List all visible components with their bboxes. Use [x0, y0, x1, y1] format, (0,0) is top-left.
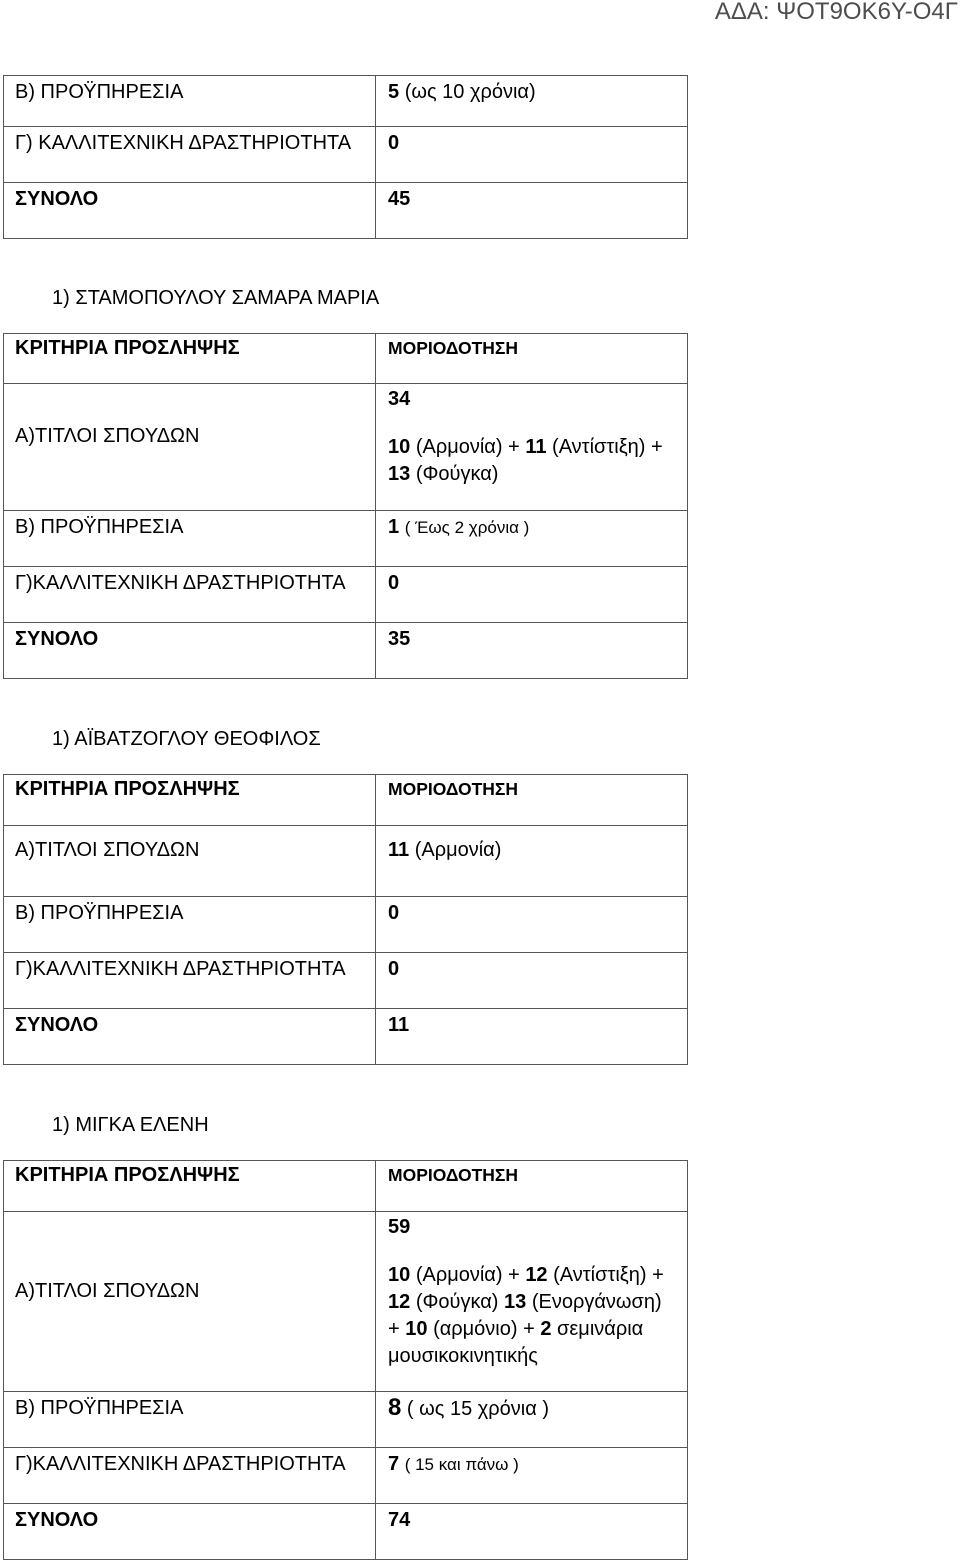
- total-label: ΣΥΝΟΛΟ: [4, 1504, 376, 1560]
- score-cell: [376, 1448, 688, 1504]
- score-value: 8: [388, 1394, 402, 1421]
- score-value: 7: [388, 1453, 400, 1475]
- score-cell: [376, 826, 688, 897]
- criteria-cell: [4, 1212, 376, 1392]
- criteria-label: Γ)ΚΑΛΛΙΤΕΧΝΙΚΗ ΔΡΑΣΤΗΡΙΟΤΗΤΑ: [4, 953, 376, 1009]
- criteria-label: Β) ΠΡΟΫΠΗΡΕΣΙΑ: [4, 1392, 376, 1448]
- total-label: ΣΥΝΟΛΟ: [4, 183, 376, 239]
- total-label: ΣΥΝΟΛΟ: [4, 1009, 376, 1065]
- table-row-experience: [4, 1392, 688, 1448]
- table-header-row: [4, 1161, 688, 1212]
- breakdown-number: 11: [525, 436, 547, 458]
- criteria-label: Α)ΤΙΤΛΟΙ ΣΠΟΥΔΩΝ: [15, 1279, 200, 1302]
- table-row-total: [4, 183, 688, 239]
- score-cell: [376, 76, 688, 127]
- score-table: [3, 333, 688, 679]
- breakdown-text: (Αρμονία) +: [415, 436, 520, 458]
- criteria-cell: [4, 826, 376, 897]
- breakdown-text: σεμινάρια: [557, 1318, 644, 1340]
- breakdown-number: 12: [525, 1264, 548, 1286]
- score-value: 0: [376, 953, 688, 1009]
- score-cell: [376, 1392, 688, 1448]
- column-header-criteria: ΚΡΙΤΗΡΙΑ ΠΡΟΣΛΗΨΗΣ: [4, 775, 376, 826]
- column-header-score: ΜΟΡΙΟΔΟΤΗΣΗ: [376, 1161, 688, 1212]
- candidate-heading: 1) ΣΤΑΜΟΠΟΥΛΟΥ ΣΑΜΑΡΑ ΜΑΡΙΑ: [52, 287, 380, 309]
- criteria-label: Β) ΠΡΟΫΠΗΡΕΣΙΑ: [4, 76, 376, 127]
- table-row-total: [4, 1504, 688, 1560]
- score-cell: [376, 384, 688, 511]
- score-table: [3, 774, 688, 1065]
- table-row-artistic: [4, 953, 688, 1009]
- criteria-cell: [4, 384, 376, 511]
- table-row-artistic: [4, 567, 688, 623]
- score-cell: [376, 511, 688, 567]
- breakdown-text: (Φούγκα): [415, 1291, 499, 1313]
- table-row-experience: [4, 897, 688, 953]
- criteria-label: Β) ΠΡΟΫΠΗΡΕΣΙΑ: [4, 511, 376, 567]
- total-value: 45: [376, 183, 688, 239]
- candidate-heading: 1) ΜΙΓΚΑ ΕΛΕΝΗ: [52, 1114, 209, 1136]
- table-row-titles: [4, 1212, 688, 1392]
- breakdown-text: (Αντίστιξη) +: [552, 436, 663, 458]
- criteria-label: Γ) ΚΑΛΛΙΤΕΧΝΙΚΗ ΔΡΑΣΤΗΡΙΟΤΗΤΑ: [4, 127, 376, 183]
- criteria-label: Γ)ΚΑΛΛΙΤΕΧΝΙΚΗ ΔΡΑΣΤΗΡΙΟΤΗΤΑ: [4, 1448, 376, 1504]
- score-breakdown: [388, 434, 679, 488]
- table-row-artistic: [4, 1448, 688, 1504]
- breakdown-number: 13: [504, 1291, 527, 1313]
- table-row-artistic: [4, 127, 688, 183]
- breakdown-number: 13: [388, 463, 411, 485]
- breakdown-text: (Ενοργάνωση): [531, 1291, 662, 1313]
- score-note: ( Έως 2 χρόνια ): [404, 518, 530, 537]
- criteria-label: Β) ΠΡΟΫΠΗΡΕΣΙΑ: [4, 897, 376, 953]
- criteria-label: Γ)ΚΑΛΛΙΤΕΧΝΙΚΗ ΔΡΑΣΤΗΡΙΟΤΗΤΑ: [4, 567, 376, 623]
- table-row-experience: [4, 76, 688, 127]
- score-note: (ως 10 χρόνια): [404, 81, 536, 103]
- breakdown-text: (Αντίστιξη) +: [553, 1264, 664, 1286]
- score-value: 11: [388, 839, 410, 861]
- total-value: 11: [376, 1009, 688, 1065]
- table-row-experience: [4, 511, 688, 567]
- breakdown-text: (αρμόνιο) +: [433, 1318, 535, 1340]
- criteria-label: Α)ΤΙΤΛΟΙ ΣΠΟΥΔΩΝ: [15, 839, 200, 861]
- score-table-continued: [3, 75, 688, 239]
- score-note: ( ως 15 χρόνια ): [406, 1398, 549, 1420]
- breakdown-number: 10: [405, 1318, 428, 1340]
- breakdown-number: 10: [388, 436, 411, 458]
- breakdown-number: 12: [388, 1291, 411, 1313]
- score-total: 59: [388, 1216, 411, 1238]
- table-row-total: [4, 1009, 688, 1065]
- criteria-label: Α)ΤΙΤΛΟΙ ΣΠΟΥΔΩΝ: [15, 425, 200, 447]
- ada-code: ΑΔΑ: ΨΟΤ9ΟΚ6Υ-Ο4Γ: [714, 0, 958, 25]
- table-row-total: [4, 623, 688, 679]
- table-row-titles: [4, 384, 688, 511]
- score-value: 5: [388, 81, 400, 103]
- score-value: 1: [388, 516, 400, 538]
- score-note: ( 15 και πάνω ): [404, 1455, 519, 1474]
- score-cell: [376, 1212, 688, 1392]
- score-value: 0: [376, 897, 688, 953]
- score-total: 34: [388, 388, 411, 410]
- score-note: (Αρμονία): [414, 839, 502, 861]
- total-value: 35: [376, 623, 688, 679]
- column-header-criteria: ΚΡΙΤΗΡΙΑ ΠΡΟΣΛΗΨΗΣ: [4, 334, 376, 384]
- total-value: 74: [376, 1504, 688, 1560]
- score-value: 0: [376, 127, 688, 183]
- breakdown-text: μουσικοκινητικής: [388, 1345, 538, 1367]
- table-header-row: [4, 775, 688, 826]
- column-header-criteria: ΚΡΙΤΗΡΙΑ ΠΡΟΣΛΗΨΗΣ: [4, 1161, 376, 1212]
- table-row-titles: [4, 826, 688, 897]
- column-header-score: ΜΟΡΙΟΔΟΤΗΣΗ: [376, 775, 688, 826]
- breakdown-text: +: [388, 1318, 400, 1340]
- score-line: [388, 839, 501, 861]
- breakdown-number: 10: [388, 1264, 411, 1286]
- breakdown-text: (Φούγκα): [415, 463, 499, 485]
- table-header-row: [4, 334, 688, 384]
- column-header-score: ΜΟΡΙΟΔΟΤΗΣΗ: [376, 334, 688, 384]
- score-table: [3, 1160, 688, 1560]
- total-label: ΣΥΝΟΛΟ: [4, 623, 376, 679]
- score-breakdown: [388, 1262, 679, 1370]
- breakdown-number: 2: [540, 1318, 552, 1340]
- candidate-heading: 1) ΑΪΒΑΤΖΟΓΛΟΥ ΘΕΟΦΙΛΟΣ: [52, 728, 321, 750]
- breakdown-text: (Αρμονία) +: [415, 1264, 520, 1286]
- score-value: 0: [376, 567, 688, 623]
